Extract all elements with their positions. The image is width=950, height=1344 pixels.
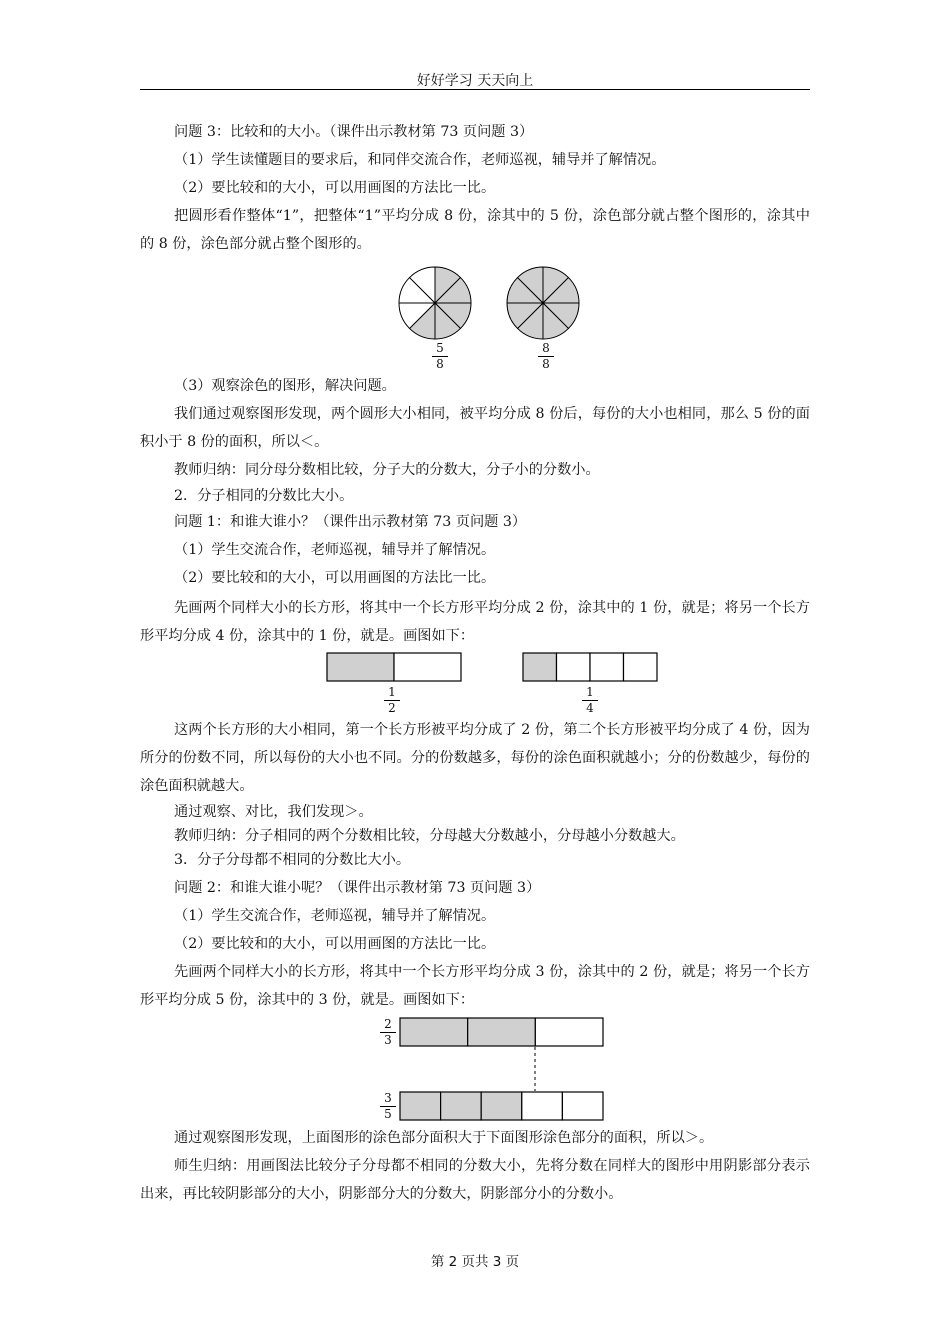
header-rule [140,89,810,90]
fraction-label-3-5 [378,1092,398,1121]
fraction-label-1-4 [580,686,600,715]
paragraph: （1）学生交流合作，老师巡视，辅导并了解情况。 [174,542,496,558]
fraction-numerator: 2 [384,1017,392,1031]
fraction-denominator: 5 [384,1107,392,1121]
fraction-label-1-2 [382,686,402,715]
unshaded-cell [522,1092,563,1120]
paragraph: 教师归纳：分子相同的两个分数相比较，分母越大分数越小，分母越小分数越大。 [174,828,685,844]
unshaded-cell [562,1092,603,1120]
shaded-cell [400,1018,468,1046]
paragraph: 先画两个同样大小的长方形，将其中一个长方形平均分成 3 份，涂其中的 2 份，就是；将另一个长方形平均分成 5 份，涂其中的 3 份，就是。画图如下： [140,964,810,1008]
fraction-denominator: 2 [388,701,396,715]
shaded-cell [523,653,557,681]
paragraph: （2）要比较和的大小，可以用画图的方法比一比。 [174,180,496,196]
paragraph: （3）观察涂色的图形，解决问题。 [174,378,396,394]
fraction-denominator: 8 [542,357,550,371]
paragraph: 我们通过观察图形发现，两个圆形大小相同，被平均分成 8 份后，每份的大小也相同，那么 5 份的面积小于 8 份的面积，所以＜。 [140,406,810,450]
fraction-denominator: 3 [384,1033,392,1047]
unshaded-cell [590,653,624,681]
fraction-numerator: 5 [436,341,444,355]
page-footer: 第 2 页共 3 页 [430,1254,520,1270]
fraction-denominator: 4 [586,701,594,715]
rectangle-one-quarter [523,653,657,681]
fraction-numerator: 3 [384,1091,392,1105]
rectangle-three-fifths [400,1092,603,1120]
fraction-numerator: 8 [542,341,550,355]
rectangle-figure-thirds-fifths [398,1017,604,1123]
fraction-label-8-8 [536,342,556,371]
paragraph: 这两个长方形的大小相同，第一个长方形被平均分成了 2 份，第二个长方形被平均分成了 4 份，因为所分的份数不同，所以每份的大小也不同。分的份数越多，每份的涂色面积就越小；分的份数越少，每份的涂色面积就越大。 [140,722,810,794]
paragraph: （2）要比较和的大小，可以用画图的方法比一比。 [174,570,496,586]
paragraph: （2）要比较和的大小，可以用画图的方法比一比。 [174,936,496,952]
paragraph: 通过观察图形发现，上面图形的涂色部分面积大于下面图形涂色部分的面积，所以＞。 [174,1130,714,1146]
unshaded-cell [624,653,658,681]
paragraph: 问题 2：和谁大谁小呢？（课件出示教材第 73 页问题 3） [174,880,541,896]
rectangle-one-half [327,653,461,681]
fraction-label-5-8 [430,342,450,371]
paragraph: 通过观察、对比，我们发现＞。 [174,804,373,820]
fraction-label-2-3 [378,1018,398,1047]
paragraph: 2．分子相同的分数比大小。 [174,488,354,504]
paragraph: 问题 3：比较和的大小。（课件出示教材第 73 页问题 3） [174,124,534,140]
shaded-cell [327,653,394,681]
paragraph: （1）学生交流合作，老师巡视，辅导并了解情况。 [174,908,496,924]
paragraph: 师生归纳：用画图法比较分子分母都不相同的分数大小，先将分数在同样大的图形中用阴影部分表示出来，再比较阴影部分的大小，阴影部分大的分数大，阴影部分小的分数小。 [140,1158,810,1202]
paragraph: 问题 1：和谁大谁小？（课件出示教材第 73 页问题 3） [174,514,527,530]
page-header: 好好学习 天天向上 [416,73,534,89]
paragraph: 把圆形看作整体“1”，把整体“1”平均分成 8 份，涂其中的 5 份，涂色部分就占整个图形的，涂其中的 8 份，涂色部分就占整个图形的。 [140,208,810,252]
shaded-cell [468,1018,536,1046]
rectangle-figure-halves-quarters [326,652,661,684]
rectangle-two-thirds [400,1018,603,1046]
paragraph: 3．分子分母都不相同的分数比大小。 [174,852,411,868]
paragraph: 教师归纳：同分母分数相比较，分子大的分数大，分子小的分数小。 [174,462,600,478]
fraction-denominator: 8 [436,357,444,371]
shaded-cell [400,1092,441,1120]
unshaded-cell [394,653,461,681]
fraction-numerator: 1 [388,685,396,699]
circle-five-eighths [399,267,471,339]
circle-eight-eighths [507,267,579,339]
paragraph: （1）学生读懂题目的要求后，和同伴交流合作，老师巡视，辅导并了解情况。 [174,152,666,168]
circle-figure [398,266,588,340]
paragraph: 先画两个同样大小的长方形，将其中一个长方形平均分成 2 份，涂其中的 1 份，就是；将另一个长方形平均分成 4 份，涂其中的 1 份，就是。画图如下： [140,600,810,644]
shaded-cell [481,1092,522,1120]
shaded-cell [441,1092,482,1120]
unshaded-cell [557,653,591,681]
fraction-numerator: 1 [586,685,594,699]
unshaded-cell [535,1018,603,1046]
